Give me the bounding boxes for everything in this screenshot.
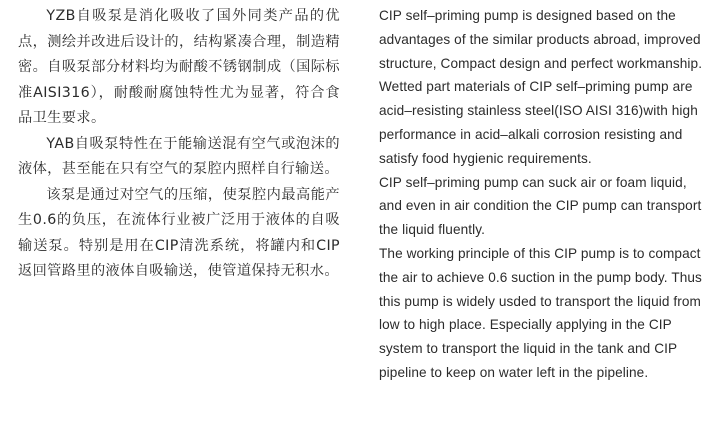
english-paragraph-2: CIP self–priming pump can suck air or foam liquid, and even in air condition the CIP pump can transport the liquid fluently. bbox=[379, 174, 702, 238]
english-paragraph-3: The working principle of this CIP pump is to compact the air to achieve 0.6 suction in the pump body. Thus this pump is widely usded to transport the liquid from low to high place. Especially applying in the CIP system to transport the liquid in the tank and CIP pipeline to keep on water left in the pipeline. bbox=[379, 245, 702, 380]
chinese-paragraph-2: YAB自吸泵特性在于能输送混有空气或泡沫的液体，甚至能在只有空气的泵腔内照样自行输送。 bbox=[18, 135, 340, 177]
chinese-text-column bbox=[18, 4, 340, 446]
english-text-column bbox=[379, 4, 704, 446]
english-paragraph-1: CIP self–priming pump is designed based on the advantages of the similar products abroad, improved structure, Compact design and perfect workmanship. Wetted part materials of CIP self–priming pump are acid–resisting stainless steel(ISO AISI 316)with high performance in acid–alkali corrosion resisting and satisfy food hygienic requirements. bbox=[379, 8, 703, 166]
chinese-paragraph-3: 该泵是通过对空气的压缩，使泵腔内最高能产生0.6的负压，在流体行业被广泛用于液体的自吸输送泵。特别是用在CIP清洗系统，将罐内和CIP返回管路里的液体自吸输送，使管道保持无积水。 bbox=[18, 186, 340, 279]
chinese-paragraph-1: YZB自吸泵是消化吸收了国外同类产品的优点，测绘并改进后设计的，结构紧凑合理，制造精密。自吸泵部分材料均为耐酸不锈钢制成（国际标准AISI316），耐酸耐腐蚀特性尤为显著，符合食品卫生要求。 bbox=[18, 8, 340, 126]
